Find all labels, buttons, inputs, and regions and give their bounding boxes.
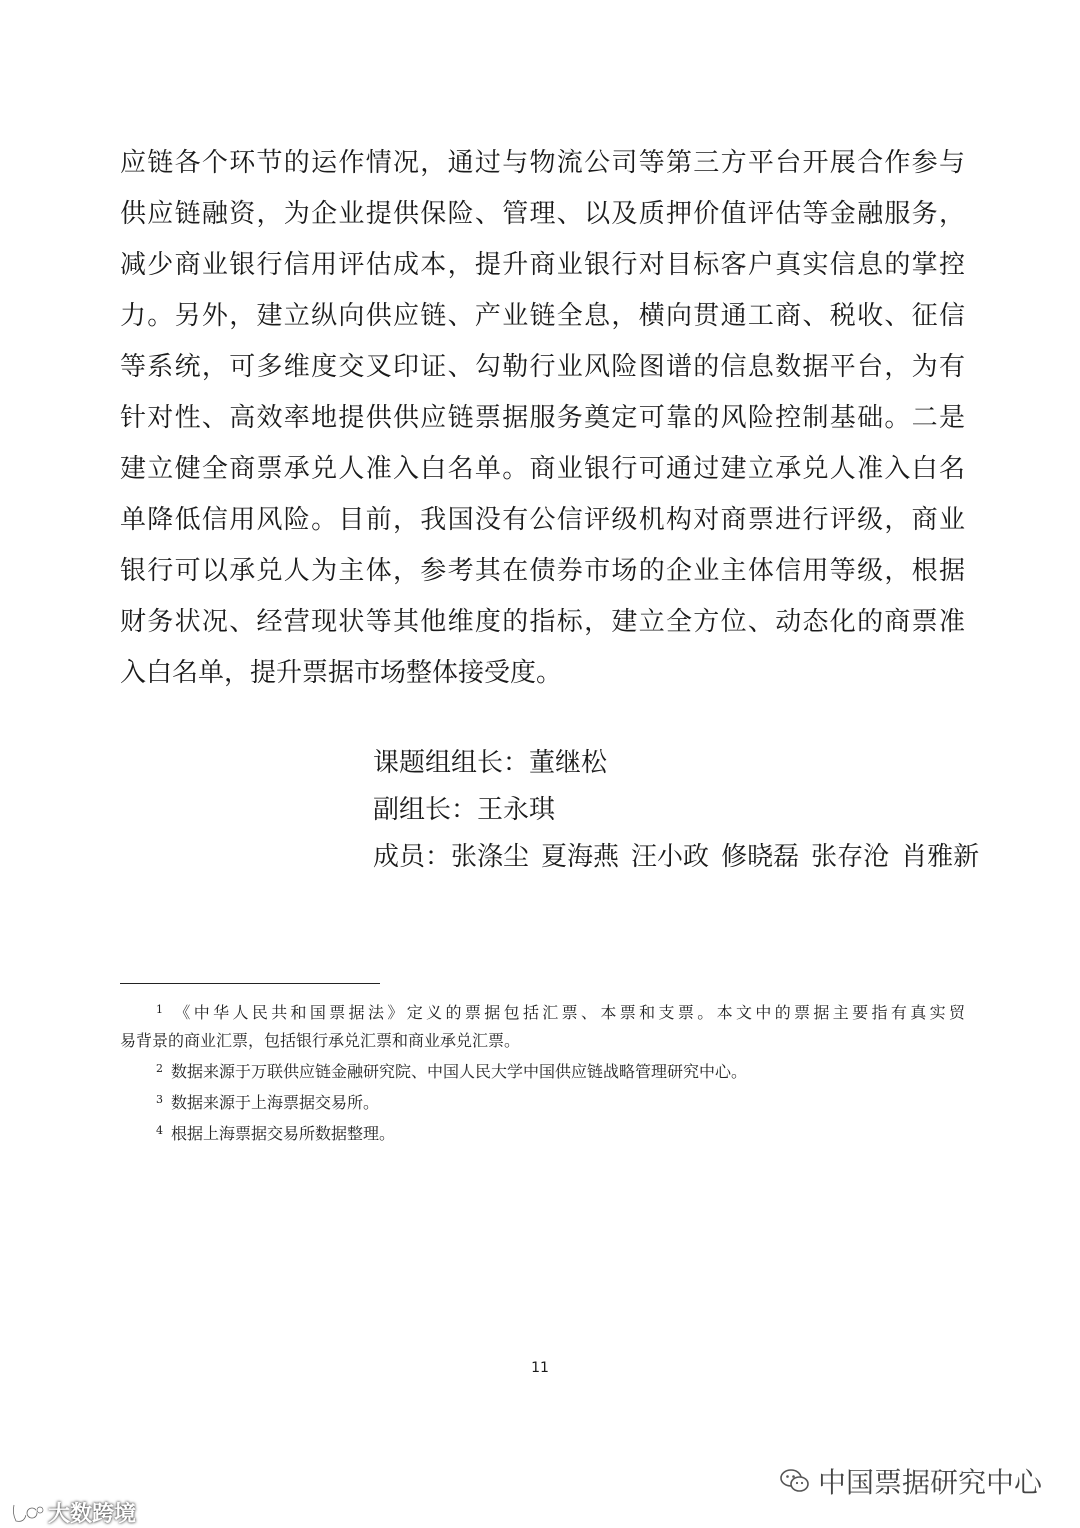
deputy-name: 王永琪 bbox=[477, 795, 556, 825]
body-line: 应链各个环节的运作情况，通过与物流公司等第三方平台开展合作参与 bbox=[120, 148, 965, 178]
page-number: 11 bbox=[531, 1360, 549, 1376]
body-paragraph bbox=[120, 138, 965, 699]
footnotes bbox=[120, 996, 965, 1148]
body-line: 入白名单，提升票据市场整体接受度。 bbox=[120, 658, 563, 688]
member-name: 夏海燕 bbox=[541, 842, 620, 872]
footnote-4 bbox=[120, 1117, 965, 1148]
body-line: 银行可以承兑人为主体，参考其在债券市场的企业主体信用等级，根据 bbox=[120, 556, 965, 586]
body-line: 财务状况、经营现状等其他维度的指标，建立全方位、动态化的商票准 bbox=[120, 607, 965, 637]
footnote-text: 《中华人民共和国票据法》定义的票据包括汇票、本票和支票。本文中的票据主要指有真实贸 bbox=[171, 1003, 965, 1022]
leader-label: 课题组组长： bbox=[373, 748, 530, 778]
body-line: 减少商业银行信用评估成本，提升商业银行对目标客户真实信息的掌控 bbox=[120, 250, 965, 280]
leader-name: 董继松 bbox=[529, 748, 608, 778]
body-line: 单降低信用风险。目前，我国没有公信评级机构对商票进行评级，商业 bbox=[120, 505, 965, 535]
footnote-mark: 1 bbox=[156, 1003, 163, 1016]
member-name: 张存沧 bbox=[811, 842, 890, 872]
watermark-right-text: 中国票据研究中心 bbox=[817, 1466, 1042, 1499]
member-name: 汪小政 bbox=[631, 842, 710, 872]
credit-leader bbox=[373, 740, 979, 787]
footnote-text: 数据来源于万联供应链金融研究院、中国人民大学中国供应链战略管理研究中心。 bbox=[171, 1062, 748, 1081]
footnote-2 bbox=[120, 1055, 965, 1086]
body-line: 针对性、高效率地提供供应链票据服务奠定可靠的风险控制基础。二是 bbox=[120, 403, 965, 433]
footnote-text: 根据上海票据交易所数据整理。 bbox=[171, 1124, 396, 1143]
credit-members bbox=[373, 834, 979, 881]
logo-icon bbox=[10, 1501, 44, 1525]
footnote-3 bbox=[120, 1086, 965, 1117]
body-line: 建立健全商票承兑人准入白名单。商业银行可通过建立承兑人准入白名 bbox=[120, 454, 965, 484]
watermark-left bbox=[10, 1497, 136, 1528]
member-name: 修晓磊 bbox=[721, 842, 800, 872]
footnote-text: 数据来源于上海票据交易所。 bbox=[171, 1093, 380, 1112]
credits-block bbox=[373, 740, 979, 881]
body-line: 供应链融资，为企业提供保险、管理、以及质押价值评估等金融服务， bbox=[120, 199, 965, 229]
watermark-right bbox=[780, 1461, 1042, 1501]
body-line: 等系统，可多维度交叉印证、勾勒行业风险图谱的信息数据平台，为有 bbox=[120, 352, 965, 382]
footnote-text-continued: 易背景的商业汇票，包括银行承兑汇票和商业承兑汇票。 bbox=[120, 1031, 521, 1050]
wechat-icon bbox=[780, 1468, 810, 1494]
deputy-label: 副组长： bbox=[373, 795, 478, 825]
members-label: 成员： bbox=[373, 842, 452, 872]
body-line: 力。另外，建立纵向供应链、产业链全息，横向贯通工商、税收、征信 bbox=[120, 301, 965, 331]
credit-deputy bbox=[373, 787, 979, 834]
watermark-left-text: 大数跨境 bbox=[48, 1502, 137, 1527]
footnote-mark: 3 bbox=[156, 1093, 163, 1106]
member-name: 肖雅新 bbox=[901, 842, 980, 872]
footnote-mark: 2 bbox=[156, 1062, 163, 1075]
footnote-separator bbox=[120, 983, 380, 984]
footnote-1 bbox=[120, 996, 965, 1055]
member-name: 张涤尘 bbox=[451, 842, 530, 872]
footnote-mark: 4 bbox=[156, 1124, 163, 1137]
